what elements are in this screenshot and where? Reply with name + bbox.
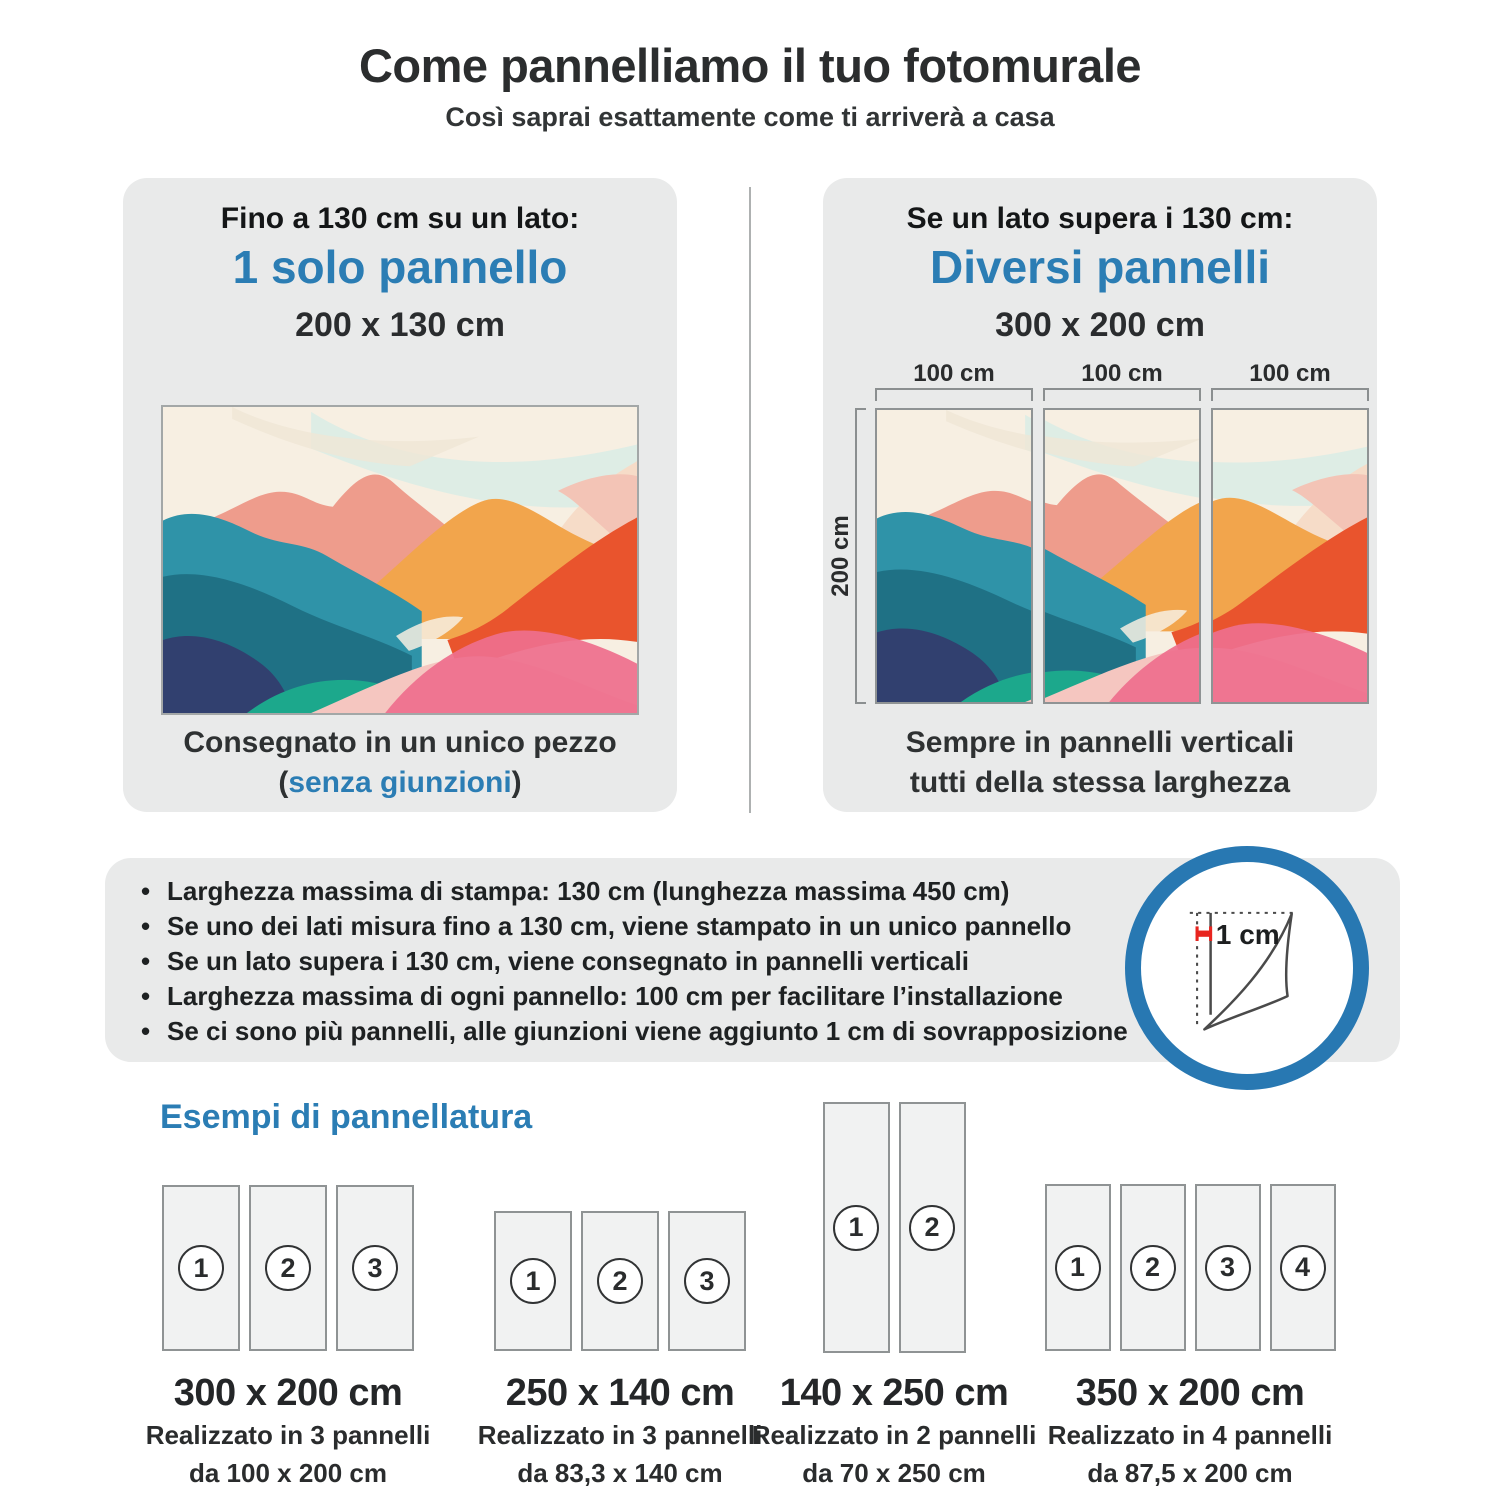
single-panel-result: 1 solo pannello [232, 241, 568, 293]
dimension-bracket [875, 388, 1033, 401]
example-size: 300 x 200 cm [173, 1372, 403, 1414]
panel-diagram [128, 1185, 448, 1351]
note-item [141, 944, 1128, 979]
watercolor-artwork [163, 407, 637, 713]
note-text: Se un lato supera i 130 cm, viene consegnato in pannelli verticali [167, 946, 969, 976]
single-panel-condition: Fino a 130 cm su un lato: [220, 202, 580, 235]
note-text: Se ci sono più pannelli, alle giunzioni viene aggiunto 1 cm di sovrapposizione [167, 1016, 1128, 1046]
panel-number: 3 [684, 1258, 730, 1304]
panel-1 [823, 1102, 890, 1353]
panel-1 [162, 1185, 240, 1351]
note-item [141, 1014, 1128, 1049]
no-seams-highlight: senza giunzioni [288, 766, 512, 799]
mural-panel-3 [1211, 408, 1369, 704]
dimension-bracket [1211, 388, 1369, 401]
multi-panel-caption-2: tutti della stessa larghezza [909, 766, 1291, 799]
panel-4 [1270, 1184, 1336, 1351]
dim-label: 100 cm [1249, 360, 1331, 387]
paren-close: ) [511, 766, 522, 799]
single-panel-size: 200 x 130 cm [295, 306, 505, 344]
examples-heading: Esempi di pannellatura [160, 1098, 533, 1136]
bullet-dot: • [141, 981, 151, 1011]
example-300x200 [128, 1090, 448, 1488]
example-desc-2: da 83,3 x 140 cm [517, 1458, 723, 1488]
bullet-dot: • [141, 911, 151, 941]
dimension-100cm-1 [875, 360, 1033, 401]
panel-number: 2 [597, 1258, 643, 1304]
dim-label: 100 cm [913, 360, 995, 387]
left-dimension-bracket [855, 408, 866, 704]
panel-number: 1 [510, 1258, 556, 1304]
panel-number: 1 [178, 1245, 224, 1291]
overlap-measure-label: 1 cm [1215, 919, 1280, 951]
note-item [141, 979, 1128, 1014]
panel-2 [899, 1102, 966, 1353]
panel-number: 2 [909, 1205, 955, 1251]
example-desc-1: Realizzato in 3 pannelli [477, 1420, 763, 1450]
panel-number: 3 [352, 1245, 398, 1291]
mural-panel-2 [1043, 408, 1201, 704]
panel-number: 1 [1055, 1245, 1101, 1291]
example-size: 350 x 200 cm [1075, 1372, 1305, 1414]
watercolor-artwork [877, 410, 1033, 702]
multi-panel-caption-1: Sempre in pannelli verticali [905, 726, 1295, 759]
panel-number: 4 [1280, 1245, 1326, 1291]
single-panel-caption: Consegnato in un unico pezzo [183, 726, 617, 759]
bullet-dot: • [141, 1016, 151, 1046]
panel-3 [1195, 1184, 1261, 1351]
single-panel-caption-2 [123, 766, 677, 800]
example-size: 140 x 250 cm [779, 1372, 1009, 1414]
watercolor-artwork [1043, 410, 1201, 702]
mural-image-single [161, 405, 639, 715]
panel-number: 2 [265, 1245, 311, 1291]
card-divider [749, 187, 751, 813]
panel-1 [494, 1211, 572, 1351]
page-curl-illustration [1169, 888, 1325, 1048]
panel-number: 2 [1130, 1245, 1176, 1291]
watercolor-artwork [1211, 410, 1369, 702]
panel-diagram [1020, 1184, 1360, 1351]
page-subtitle: Così saprai esattamente come ti arriverà a casa [445, 102, 1055, 132]
paren-open: ( [278, 766, 289, 799]
panel-number: 1 [833, 1205, 879, 1251]
overlap-badge [1125, 846, 1369, 1090]
panel-1 [1045, 1184, 1111, 1351]
mural-panel-1 [875, 408, 1033, 704]
multi-panel-condition: Se un lato supera i 130 cm: [906, 202, 1294, 235]
dimension-200cm: 200 cm [827, 515, 854, 597]
example-desc-1: Realizzato in 2 pannelli [751, 1420, 1037, 1450]
note-text: Larghezza massima di stampa: 130 cm (lunghezza massima 450 cm) [167, 876, 1010, 906]
panel-number: 3 [1205, 1245, 1251, 1291]
example-desc-1: Realizzato in 4 pannelli [1047, 1420, 1333, 1450]
panel-diagram [734, 1102, 1054, 1353]
panel-3 [336, 1185, 414, 1351]
dim-label: 100 cm [1081, 360, 1163, 387]
multi-panel-size: 300 x 200 cm [995, 306, 1205, 344]
notes-list [141, 874, 1128, 1049]
single-panel-card [123, 178, 677, 812]
example-140x250 [734, 1090, 1054, 1488]
note-text: Larghezza massima di ogni pannello: 100 cm per facilitare l’installazione [167, 981, 1063, 1011]
panel-diagram [460, 1211, 780, 1351]
panel-2 [1120, 1184, 1186, 1351]
note-item [141, 909, 1128, 944]
bullet-dot: • [141, 946, 151, 976]
dimension-100cm-2 [1043, 360, 1201, 401]
note-text: Se uno dei lati misura fino a 130 cm, viene stampato in un unico pannello [167, 911, 1072, 941]
top-dimension-row [875, 360, 1369, 401]
multi-panel-card [823, 178, 1377, 812]
bullet-dot: • [141, 876, 151, 906]
multi-panel-result: Diversi pannelli [929, 241, 1270, 293]
example-desc-2: da 70 x 250 cm [802, 1458, 986, 1488]
mural-image-panels [875, 408, 1369, 704]
example-desc-1: Realizzato in 3 pannelli [145, 1420, 431, 1450]
page-title: Come pannelliamo il tuo fotomurale [358, 39, 1142, 92]
example-350x200 [1020, 1090, 1360, 1488]
dimension-100cm-3 [1211, 360, 1369, 401]
panel-2 [249, 1185, 327, 1351]
dimension-bracket [1043, 388, 1201, 401]
note-item [141, 874, 1128, 909]
example-desc-2: da 100 x 200 cm [188, 1458, 388, 1488]
example-250x140 [460, 1090, 780, 1488]
example-desc-2: da 87,5 x 200 cm [1087, 1458, 1293, 1488]
panel-2 [581, 1211, 659, 1351]
example-size: 250 x 140 cm [505, 1372, 735, 1414]
